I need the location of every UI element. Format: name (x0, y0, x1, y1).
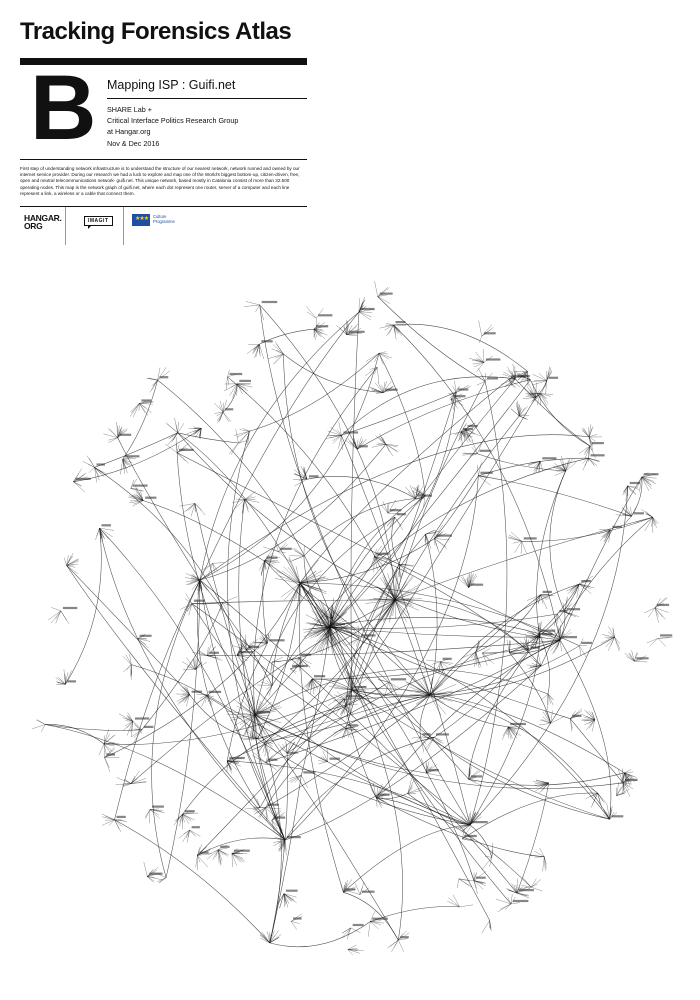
node-label (380, 293, 393, 295)
node-label (592, 442, 604, 444)
graph-link (223, 384, 237, 412)
node-cluster (586, 784, 607, 809)
node-cluster (259, 548, 280, 576)
node-label (144, 726, 154, 728)
node-label (418, 495, 433, 497)
graph-link (462, 793, 597, 839)
logo-divider (123, 207, 124, 245)
graph-link (197, 690, 352, 856)
node-label (486, 358, 501, 360)
node-cluster (233, 492, 260, 515)
node-label (293, 917, 302, 919)
graph-link (343, 825, 470, 892)
node-cluster (508, 532, 526, 554)
node-label (513, 900, 528, 902)
node-label (160, 376, 169, 378)
node-label (396, 321, 406, 323)
node-label (286, 890, 298, 892)
node-label (120, 434, 132, 436)
node-cluster (123, 654, 132, 680)
node-cluster (470, 871, 486, 894)
node-cluster (105, 747, 120, 772)
node-label (581, 580, 591, 582)
node-label (141, 399, 151, 401)
graph-link (67, 565, 190, 694)
node-cluster (582, 710, 595, 732)
node-label (225, 408, 233, 410)
node-cluster (291, 914, 302, 930)
node-cluster (381, 500, 400, 515)
node-label (185, 810, 195, 812)
node-cluster (130, 401, 154, 417)
node-label (274, 817, 285, 819)
node-cluster (224, 383, 252, 397)
node-label (292, 665, 308, 667)
node-label (361, 634, 375, 636)
graph-link (522, 517, 653, 541)
node-label (209, 691, 222, 693)
node-label (480, 472, 492, 474)
node-label (318, 314, 332, 316)
node-cluster (116, 771, 147, 787)
graph-link (395, 600, 430, 695)
node-cluster (268, 341, 283, 364)
node-cluster (260, 930, 282, 943)
node-cluster (120, 457, 135, 475)
map-title: Mapping ISP : Guifi.net (107, 78, 236, 92)
graph-link (195, 503, 255, 715)
hangar-logo[interactable] (24, 214, 62, 230)
node-cluster (64, 553, 79, 574)
node-label (199, 852, 208, 854)
node-cluster (426, 659, 453, 676)
graph-link (200, 580, 517, 893)
node-cluster (179, 830, 201, 842)
node-label (280, 548, 292, 550)
node-label (543, 591, 552, 593)
node-cluster (144, 862, 163, 882)
node-label (372, 918, 388, 920)
graph-link (341, 377, 515, 436)
node-label (234, 850, 250, 852)
node-cluster (271, 657, 283, 672)
node-cluster (583, 458, 600, 470)
graph-link (560, 477, 642, 640)
network-graph (0, 265, 700, 965)
graph-link (104, 690, 352, 745)
credit-line: Critical Interface Politics Research Group (107, 116, 239, 126)
node-label (480, 450, 491, 452)
node-label (362, 891, 375, 893)
node-label (192, 691, 203, 693)
graph-link (65, 528, 101, 684)
graph-link (200, 353, 379, 580)
node-label (453, 395, 466, 397)
node-label (559, 610, 567, 612)
title-rule (107, 98, 307, 99)
node-label (261, 340, 272, 342)
node-cluster (96, 528, 115, 542)
node-label (423, 733, 431, 735)
node-cluster (32, 720, 45, 732)
node-cluster (502, 727, 523, 740)
node-cluster (326, 422, 342, 450)
node-cluster (48, 607, 69, 623)
node-cluster (601, 626, 620, 651)
graph-link (178, 433, 560, 640)
node-label (428, 769, 439, 771)
node-cluster (273, 829, 286, 856)
node-label (542, 457, 556, 459)
node-cluster (623, 486, 639, 501)
node-label (192, 826, 200, 828)
node-label (519, 889, 534, 891)
node-label (531, 647, 540, 649)
node-label (484, 332, 496, 334)
graph-link (118, 438, 200, 580)
node-label (524, 537, 537, 539)
graph-link (143, 501, 430, 695)
node-label (209, 652, 219, 654)
graph-link (255, 669, 548, 715)
node-cluster (462, 640, 482, 668)
eu-flag-icon (132, 214, 150, 226)
logo-divider (65, 207, 66, 245)
node-label (376, 553, 389, 555)
graph-link (478, 476, 631, 517)
node-label (359, 445, 368, 447)
node-label (140, 635, 152, 637)
node-label (625, 779, 638, 781)
node-cluster (511, 401, 529, 420)
node-cluster (207, 845, 229, 865)
node-cluster (482, 920, 491, 933)
node-label (397, 513, 406, 515)
node-label (660, 634, 672, 636)
node-cluster (469, 349, 493, 372)
node-label (517, 375, 530, 377)
node-cluster (482, 649, 496, 666)
node-label (314, 675, 325, 677)
node-cluster (214, 400, 231, 424)
node-label (149, 873, 162, 875)
node-label (107, 753, 116, 755)
imagit-logo[interactable]: IMAGIT (84, 216, 113, 226)
node-cluster (375, 281, 391, 303)
node-label (437, 535, 453, 537)
node-label (330, 758, 340, 760)
graph-link (246, 650, 345, 728)
node-cluster (348, 945, 364, 955)
atlas-title: Tracking Forensics Atlas (20, 18, 292, 45)
node-label (332, 623, 345, 625)
node-cluster (145, 809, 165, 823)
node-cluster (539, 710, 565, 725)
node-cluster (293, 466, 307, 486)
node-cluster (176, 686, 190, 706)
node-label (541, 630, 555, 632)
graph-link (270, 753, 288, 943)
node-label (267, 557, 278, 559)
node-label (630, 482, 640, 484)
intro-top-rule (20, 159, 307, 160)
node-cluster (421, 758, 441, 776)
graph-link (430, 695, 610, 819)
node-label (67, 680, 76, 682)
node-label (581, 642, 592, 644)
node-cluster (527, 594, 554, 609)
node-cluster (570, 709, 582, 732)
node-label (634, 512, 645, 514)
node-cluster (289, 775, 308, 788)
node-label (471, 775, 483, 777)
node-cluster (496, 894, 520, 912)
node-cluster (245, 794, 261, 812)
graph-link (197, 838, 285, 856)
node-label (464, 835, 476, 837)
intro-text: First step of understanding network infrastructure is to understand the structure of our nearest network, network runned and owned by our internet service provider. During our research we had a luck to explore and map one of the World's biggest bottom-up, citizen-driven, free, open and neutral telecommunications network- guifi.net. This unique network, based mostly in Catalonia consist of more than 32.500 operating nodes. This map is the network graph of guifi.net, where each dot represent one router, server of a computer and each line represent a link, a wireless or a cable that connect them. (20, 166, 300, 196)
node-label (353, 924, 364, 926)
node-label (117, 816, 126, 818)
node-label (135, 717, 149, 719)
node-cluster (180, 503, 206, 516)
node-label (248, 646, 259, 648)
node-cluster (180, 593, 192, 615)
node-label (562, 636, 577, 638)
node-label (268, 804, 279, 806)
graph-link (352, 646, 579, 696)
graph-link (394, 325, 561, 640)
logo-row (20, 207, 307, 247)
node-label (75, 478, 90, 480)
node-label (390, 509, 401, 511)
node-cluster (462, 440, 482, 456)
graph-link (45, 725, 285, 841)
node-label (549, 377, 558, 379)
graph-link (142, 603, 223, 730)
node-cluster (647, 637, 673, 647)
node-label (471, 584, 483, 586)
node-label (303, 771, 315, 773)
graph-link (283, 354, 383, 393)
graph-link (263, 561, 268, 644)
node-label (309, 475, 319, 477)
node-label (349, 331, 365, 333)
node-label (125, 455, 140, 457)
node-label (230, 373, 243, 375)
node-cluster (479, 321, 494, 344)
graph-link (307, 476, 416, 498)
node-label (385, 389, 398, 391)
node-cluster (380, 323, 406, 339)
graph-link (394, 324, 528, 371)
graph-link (255, 715, 426, 773)
node-label (316, 325, 328, 327)
node-cluster (625, 650, 648, 662)
hangar-logo-line2: ORG (24, 221, 43, 231)
graph-link (45, 724, 104, 743)
graph-link (177, 453, 560, 640)
node-cluster (516, 635, 528, 650)
node-label (644, 473, 659, 475)
node-cluster (447, 895, 473, 907)
credit-line: SHARE Lab + (107, 105, 152, 114)
node-label (636, 657, 648, 659)
node-label (542, 633, 553, 635)
node-cluster (582, 424, 602, 451)
node-cluster (147, 367, 170, 392)
graph-link (67, 565, 285, 840)
graph-node-labels (63, 293, 672, 939)
node-label (487, 377, 498, 379)
node-label (133, 485, 148, 487)
node-cluster (366, 352, 392, 365)
node-label (443, 658, 452, 660)
node-cluster (185, 573, 209, 594)
node-cluster (291, 658, 312, 671)
eu-logo-text (153, 214, 175, 224)
graph-link (541, 517, 653, 665)
graph-link (228, 377, 396, 600)
hangar-logo-line1: HANGAR. (24, 213, 62, 223)
graph-link (352, 392, 456, 690)
node-cluster (387, 931, 409, 952)
node-label (400, 936, 409, 938)
graph-link (560, 640, 611, 819)
graph-link (395, 600, 541, 666)
node-label (262, 301, 278, 303)
node-label (257, 711, 270, 713)
node-cluster (644, 597, 668, 622)
node-label (269, 639, 284, 641)
section-letter: B (30, 57, 95, 159)
node-label (345, 888, 355, 890)
node-label (348, 724, 358, 726)
credit-line: at Hangar.org (107, 127, 151, 137)
graph-link (378, 297, 485, 382)
node-label (436, 733, 449, 735)
node-label (179, 449, 194, 451)
node-label (97, 463, 106, 465)
node-label (239, 380, 251, 382)
node-label (346, 695, 362, 697)
node-label (152, 806, 164, 808)
node-label (145, 497, 156, 499)
node-label (378, 794, 389, 796)
node-cluster (533, 780, 549, 793)
credits (107, 104, 238, 149)
graph-link (123, 380, 158, 459)
node-label (194, 600, 205, 602)
node-label (463, 428, 473, 430)
node-label (472, 821, 488, 823)
node-cluster (637, 473, 656, 493)
node-label (391, 678, 406, 680)
node-label (612, 815, 624, 817)
node-label (343, 431, 358, 433)
node-cluster (244, 302, 264, 321)
graph-link (183, 705, 347, 814)
graph-link (115, 820, 270, 943)
node-cluster (563, 597, 580, 618)
node-label (268, 759, 278, 761)
node-label (468, 425, 478, 427)
graph-link (469, 637, 540, 779)
graph-link (478, 454, 566, 471)
node-label (458, 388, 468, 390)
credit-date: Nov & Dec 2016 (107, 138, 160, 148)
graph-link (379, 353, 425, 495)
node-cluster (368, 911, 384, 937)
graph-link (200, 435, 589, 580)
node-label (361, 308, 375, 310)
graph-link (550, 471, 566, 612)
node-label (476, 877, 486, 879)
node-label (567, 608, 580, 610)
node-label (102, 524, 111, 526)
node-cluster (275, 557, 329, 603)
node-label (239, 651, 253, 653)
eu-logo-line2: Programme (153, 219, 175, 224)
node-label (301, 654, 311, 656)
node-cluster (103, 422, 127, 443)
graph-link (570, 719, 623, 783)
node-label (63, 607, 77, 609)
graph-link (346, 600, 395, 728)
graph-link (131, 665, 266, 742)
graph-link (285, 666, 541, 840)
node-label (229, 757, 245, 759)
node-cluster (247, 344, 264, 359)
eu-logo-line1: Culture (153, 214, 167, 219)
eu-stars: ★★★ (135, 216, 149, 222)
node-label (220, 846, 229, 848)
node-label (572, 715, 581, 717)
node-label (657, 604, 669, 606)
graph-link (95, 467, 256, 715)
node-label (354, 686, 366, 688)
node-cluster (365, 367, 379, 383)
graph-link (478, 458, 588, 476)
node-label (591, 454, 605, 456)
node-label (287, 836, 301, 838)
node-label (612, 526, 622, 528)
node-label (510, 723, 526, 725)
